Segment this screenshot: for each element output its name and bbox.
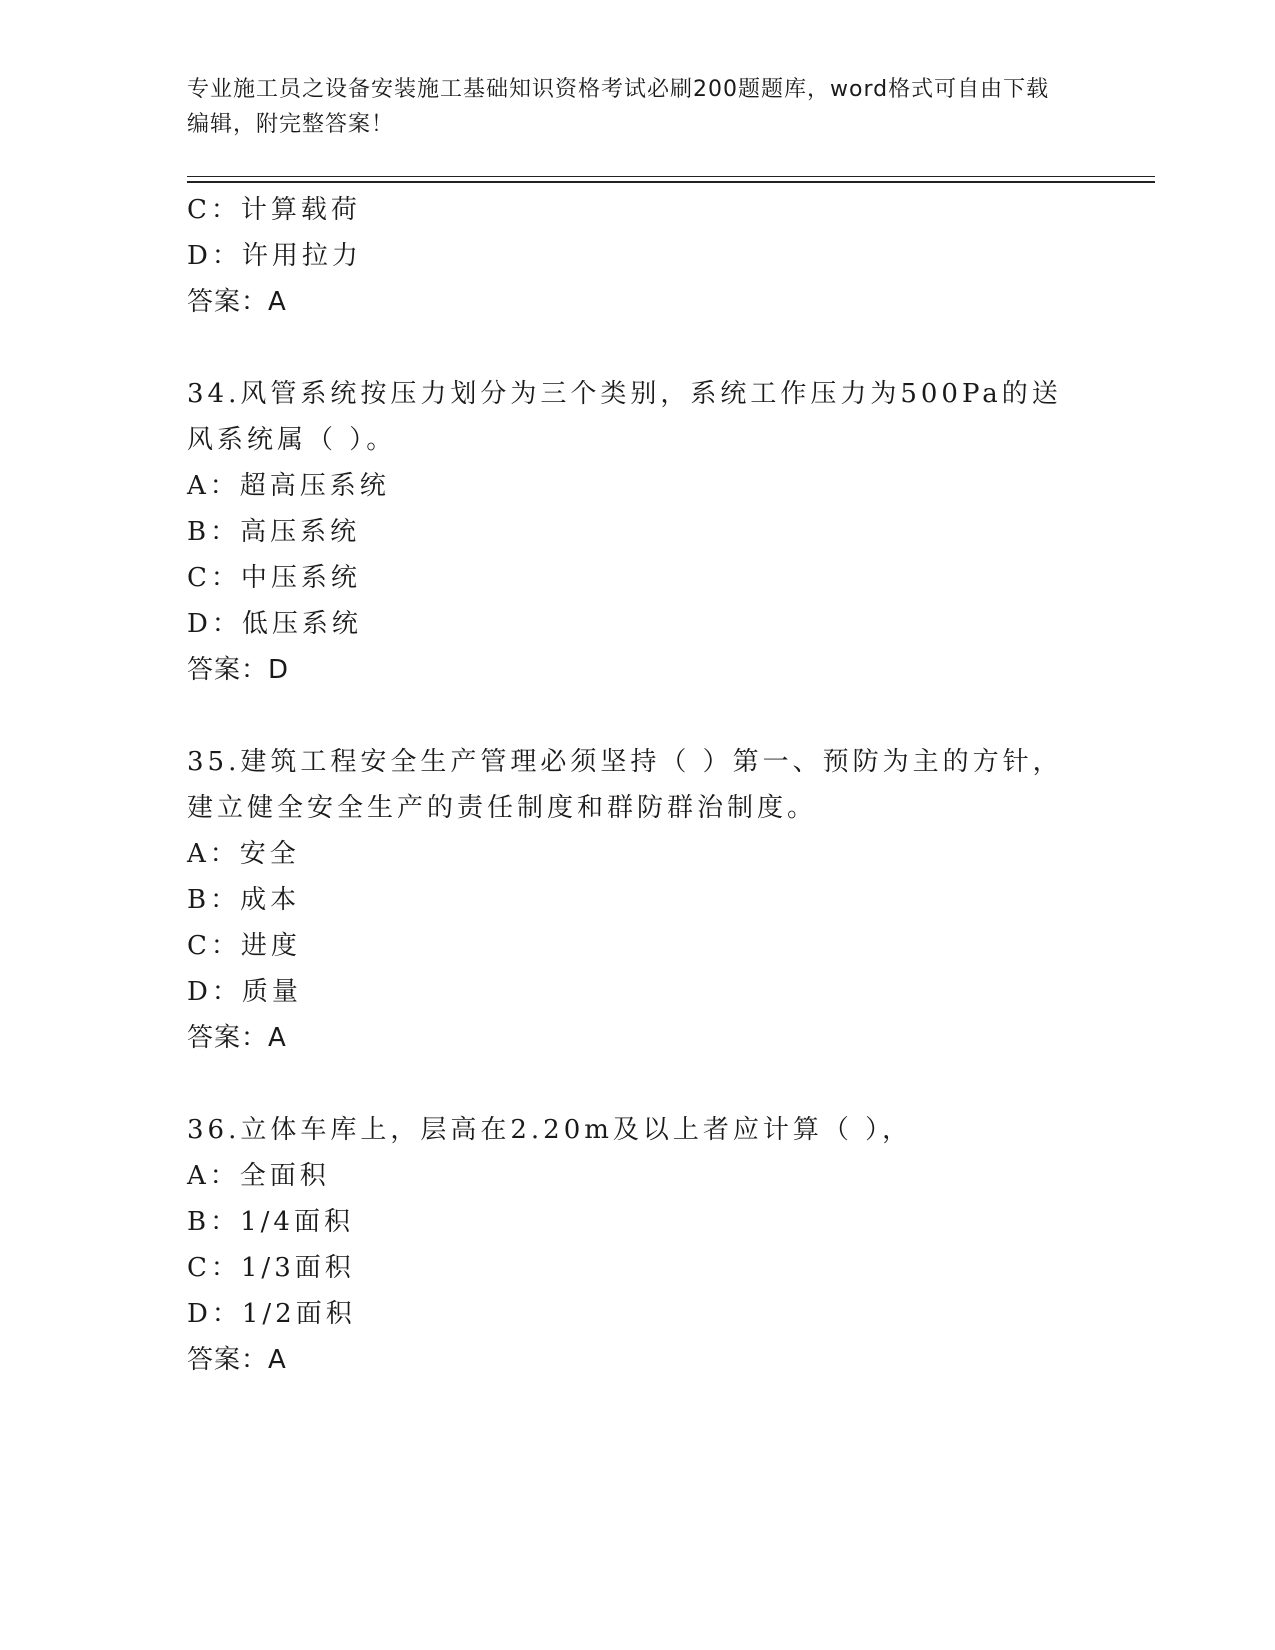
option-b: B：成本	[187, 885, 301, 915]
document-header: 专业施工员之设备安装施工基础知识资格考试必刷200题题库，word格式可自由下载编辑，附完整答案！	[187, 77, 1050, 137]
option-a: A：全面积	[187, 1161, 330, 1191]
option-d: D：1/2面积	[187, 1299, 356, 1329]
question-stem: 35.建筑工程安全生产管理必须坚持（ ）第一、预防为主的方针，建立健全安全生产的责任制度和群防群治制度。	[187, 747, 1063, 823]
option-b: B：1/4面积	[187, 1207, 354, 1237]
option-c: C：1/3面积	[187, 1253, 355, 1283]
answer-line: 答案：A	[187, 287, 287, 317]
question-list	[187, 187, 1077, 1383]
option-d: D：质量	[187, 977, 302, 1007]
question-36	[187, 1107, 1077, 1383]
option-c: C：计算载荷	[187, 195, 361, 225]
answer-line: 答案：D	[187, 655, 290, 685]
question-34	[187, 371, 1077, 693]
answer-line: 答案：A	[187, 1345, 287, 1375]
option-b: B：高压系统	[187, 517, 361, 547]
previous-question-tail	[187, 187, 1077, 325]
option-c: C：进度	[187, 931, 301, 961]
option-d: D：许用拉力	[187, 241, 362, 271]
question-35	[187, 739, 1077, 1061]
option-d: D：低压系统	[187, 609, 362, 639]
question-stem: 34.风管系统按压力划分为三个类别，系统工作压力为500Pa的送风系统属（ ）。	[187, 379, 1062, 455]
option-c: C：中压系统	[187, 563, 361, 593]
option-a: A：安全	[187, 839, 300, 869]
option-a: A：超高压系统	[187, 471, 390, 501]
header-divider-thick	[187, 181, 1155, 183]
header-divider-thin	[187, 176, 1155, 177]
question-stem: 36.立体车库上，层高在2.20m及以上者应计算（ ），	[187, 1115, 913, 1145]
answer-line: 答案：A	[187, 1023, 287, 1053]
